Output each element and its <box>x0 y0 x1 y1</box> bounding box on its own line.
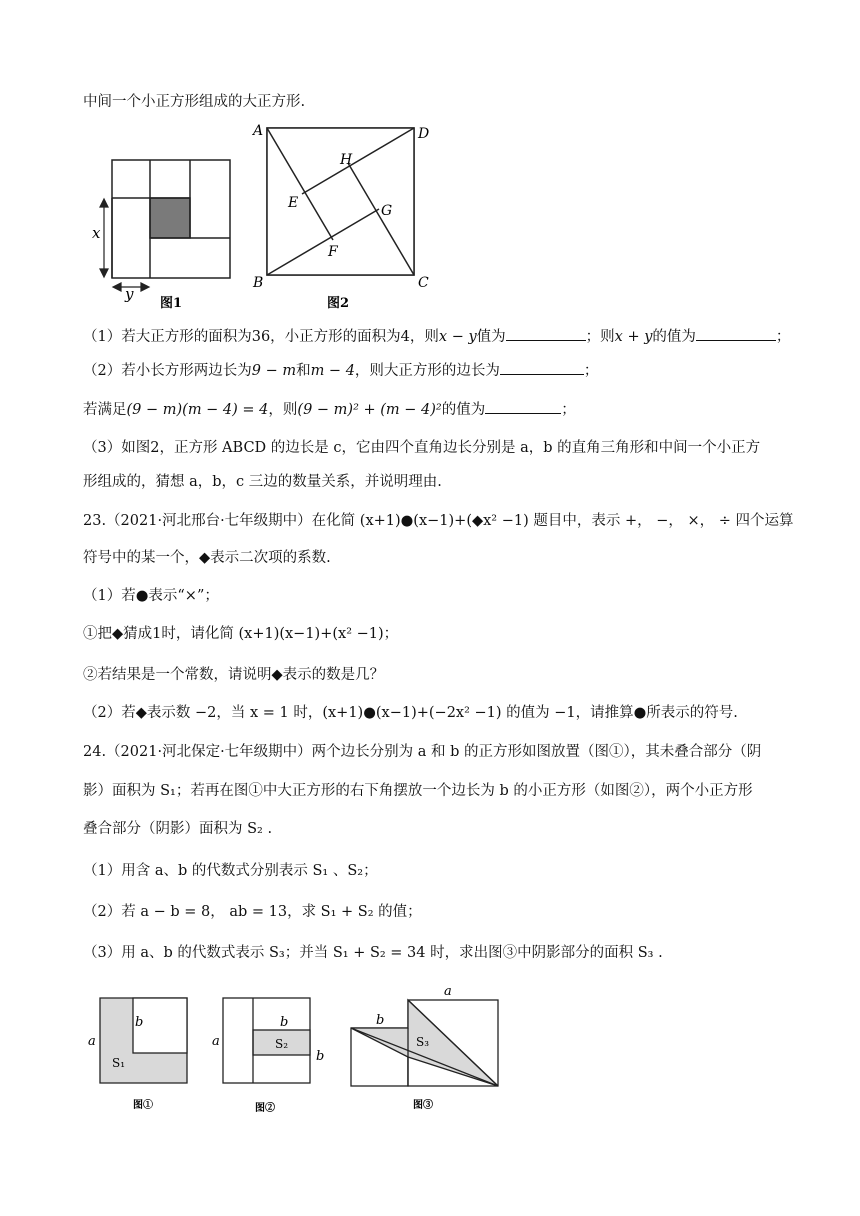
q22-p2b-text-a: 若满足 <box>83 402 127 418</box>
q22-p2b-text-b: ，则 <box>268 402 298 418</box>
fig1-caption: 图1 <box>160 296 183 311</box>
fig2-caption: 图2 <box>327 296 350 311</box>
fig2-A: A <box>253 123 264 139</box>
q22-p1-expr2: x + y <box>614 329 653 345</box>
q22-part3-line1: （3）如图2，正方形 ABCD 的边长是 c，它由四个直角边长分别是 a，b 的直角三角形和中间一个小正方 <box>83 440 761 456</box>
q22-intro-tail: 中间一个小正方形组成的大正方形. <box>83 94 306 110</box>
q22-p2b-end: ； <box>561 402 576 418</box>
q24-line3: 叠合部分（阴影）面积为 S₂ . <box>83 821 273 837</box>
q22-p2-expr2: m − 4 <box>310 363 355 379</box>
q24-fig3-a: a <box>444 984 452 999</box>
q24-figure-2 <box>223 998 310 1083</box>
q24-fig1-caption: 图① <box>133 1100 153 1111</box>
fig2-H: H <box>340 152 353 168</box>
q24-fig1-a: a <box>88 1034 96 1049</box>
q22-p2b-expr: (9 − m)(m − 4) = 4 <box>126 402 269 418</box>
fig2-G: G <box>381 203 393 219</box>
q24-fig2-caption: 图② <box>255 1103 275 1114</box>
q22-p1-text-c: ；则 <box>585 329 615 345</box>
q24-part3: （3）用 a、b 的代数式表示 S₃；并当 S₁ + S₂ = 34 时，求出图③中阴影部分的面积 S₃ . <box>83 945 663 961</box>
q24-fig3-s: S₃ <box>416 1035 430 1049</box>
fig1-label-x: x <box>92 224 101 242</box>
q22-p1-text-b: 值为 <box>476 329 506 345</box>
q24-fig3-caption: 图③ <box>413 1100 433 1111</box>
fig2-C: C <box>418 275 429 291</box>
q22-p2-text-c: ，则大正方形的边长为 <box>354 363 500 379</box>
q24-fig2-b2: b <box>316 1049 325 1064</box>
fig2-D: D <box>418 126 430 142</box>
q24-figure-1 <box>100 998 187 1083</box>
q23-part1-ii: ②若结果是一个常数，请说明◆表示的数是几？ <box>83 667 385 683</box>
q24-line2: 影）面积为 S₁；若再在图①中大正方形的右下角摆放一个边长为 b 的小正方形（如图②），两个小正方形 <box>83 783 753 799</box>
q22-p2b-text-c: 的值为 <box>441 402 486 418</box>
fig2-F: F <box>328 244 338 260</box>
q22-p1-end: ； <box>775 329 791 345</box>
q22-p2-text-b: 和 <box>296 363 311 379</box>
q22-p1-text-d: 的值为 <box>652 329 696 345</box>
q24-fig1-b: b <box>135 1015 144 1030</box>
q22-p1-text-a: （1）若大正方形的面积为36，小正方形的面积为4，则 <box>83 329 439 345</box>
q23-part1-i: ①把◆猜成1时，请化简 (x+1)(x−1)+(x² −1)； <box>83 626 399 642</box>
q22-p2-text-a: （2）若小长方形两边长为 <box>83 363 252 379</box>
q22-p1-expr1: x − y <box>438 329 477 345</box>
q22-part3-line2: 形组成的，猜想 a，b，c 三边的数量关系，并说明理由. <box>83 474 442 490</box>
q22-p2-expr1: 9 − m <box>251 363 297 379</box>
fig2-B: B <box>253 275 264 291</box>
q24-fig3-b: b <box>376 1013 385 1028</box>
q24-fig2-a: a <box>212 1034 220 1049</box>
q22-p2-end: ； <box>583 363 599 379</box>
q23-line2: 符号中的某一个，◆表示二次项的系数. <box>83 550 331 566</box>
q24-line1: 24.（2021·河北保定·七年级期中）两个边长分别为 a 和 b 的正方形如图放置（图①），其未叠合部分（阴 <box>83 744 762 760</box>
q24-fig1-s: S₁ <box>112 1056 126 1070</box>
q23-line1: 23.（2021·河北邢台·七年级期中）在化简 (x+1)●(x−1)+(◆x² −1) 题目中，表示 +， −， ×， ÷ 四个运算 <box>83 513 794 529</box>
q23-part2: （2）若◆表示数 −2，当 x = 1 时，(x+1)●(x−1)+(−2x² −1) 的值为 −1，请推算●所表示的符号. <box>83 705 738 721</box>
q24-part2: （2）若 a − b = 8， ab = 13，求 S₁ + S₂ 的值； <box>83 904 422 920</box>
fig2-E: E <box>288 195 299 211</box>
q23-part1: （1）若●表示“×”； <box>83 588 219 604</box>
q24-fig2-b1: b <box>280 1015 289 1030</box>
q24-fig2-s: S₂ <box>275 1037 289 1051</box>
q22-p2b-expr2: (9 − m)² + (m − 4)² <box>297 402 442 418</box>
q24-part1: （1）用含 a、b 的代数式分别表示 S₁ 、S₂； <box>83 863 378 879</box>
fig1-label-y: y <box>125 285 134 303</box>
